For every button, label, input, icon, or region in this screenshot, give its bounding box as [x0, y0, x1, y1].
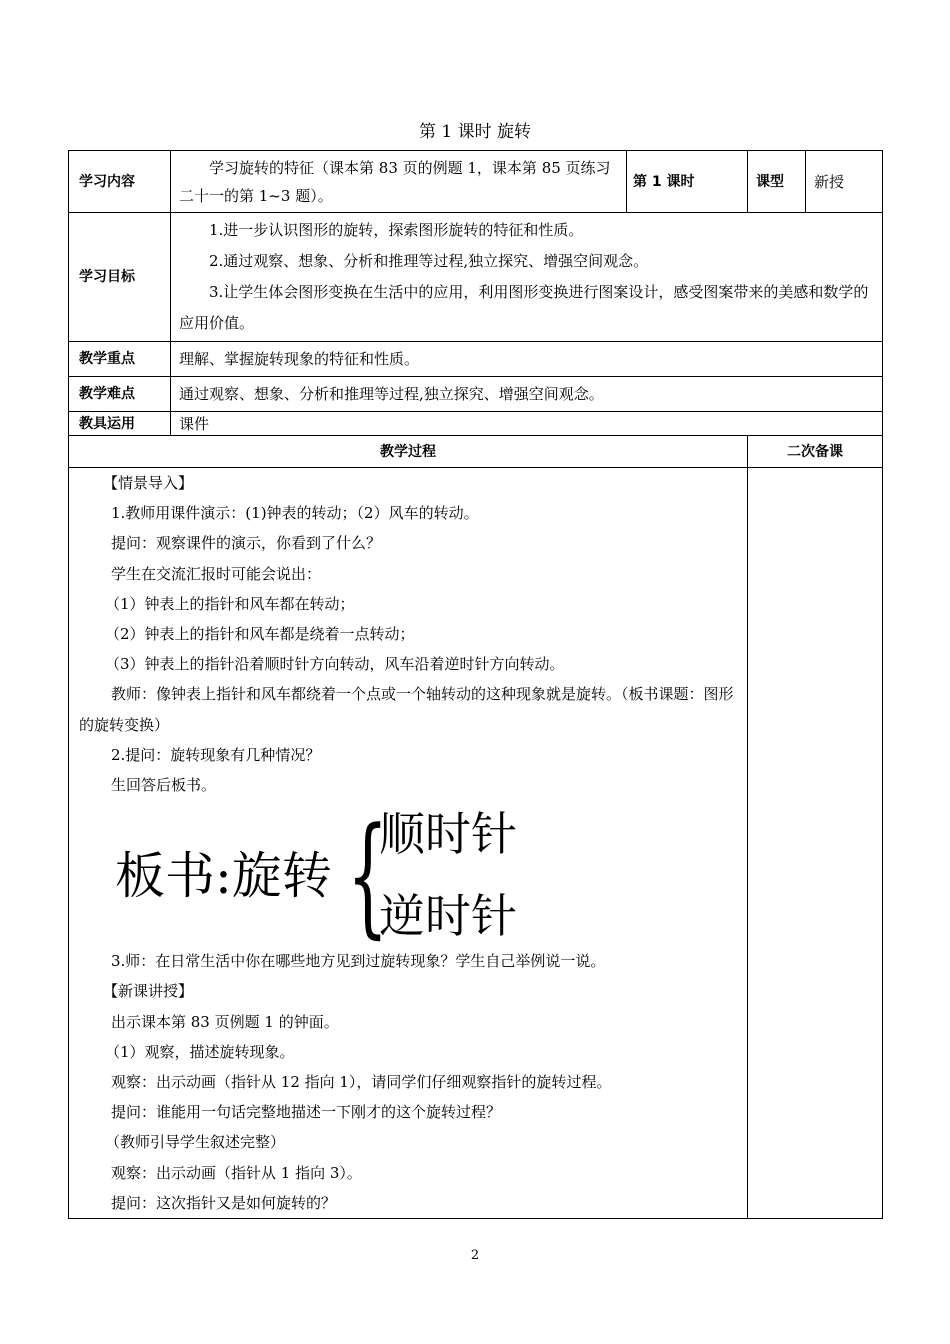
second-prep-header: 二次备课: [748, 436, 883, 468]
process-line: 1.教师用课件演示：(1)钟表的转动；（2）风车的转动。: [111, 504, 479, 523]
board-clockwise: 顺时针: [379, 807, 517, 862]
row-tools: [69, 412, 883, 436]
process-line: （3）钟表上的指针沿着顺时针方向转动，风车沿着逆时针方向转动。: [105, 655, 565, 674]
row-header: [69, 436, 883, 468]
process-body: [69, 468, 748, 1219]
second-prep-cell: [748, 468, 883, 1219]
process-line: 教师：像钟表上指针和风车都绕着一个点或一个轴转动的这种现象就是旋转。（板书课题：图形的旋转变换）: [79, 685, 734, 734]
goal-1: 1.进一步认识图形的旋转，探索图形旋转的特征和性质。: [209, 221, 584, 239]
process-line: 生回答后板书。: [111, 776, 217, 795]
lesson-number: 第 1 课时: [627, 151, 748, 213]
process-line: （1）观察，描述旋转现象。: [105, 1042, 295, 1061]
section-new: 【新课讲授】: [103, 982, 194, 1001]
key-point-text: 理解、掌握旋转现象的特征和性质。: [171, 342, 883, 377]
label-goals: 学习目标: [69, 213, 171, 342]
page-title: 第 1 课时 旋转: [418, 122, 532, 142]
row-goals: [69, 213, 883, 342]
process-line: 观察：出示动画（指针从 1 指向 3）。: [111, 1163, 362, 1182]
label-difficulty: 教学难点: [69, 377, 171, 412]
row-process: [69, 468, 883, 1219]
process-line: 出示课本第 83 页例题 1 的钟面。: [111, 1012, 339, 1031]
lesson-plan-table: [68, 150, 882, 1212]
process-header: 教学过程: [69, 436, 748, 468]
label-content: 学习内容: [69, 151, 171, 213]
board-counterclockwise: 逆时针: [379, 889, 517, 944]
process-line: 3.师：在日常生活中你在哪些地方见到过旋转现象？学生自己举例说一说。: [111, 952, 606, 971]
label-tools: 教具运用: [69, 412, 171, 436]
section-intro: 【情景导入】: [103, 474, 194, 492]
label-key-point: 教学重点: [69, 342, 171, 377]
process-line: 学生在交流汇报时可能会说出：: [111, 564, 322, 583]
board-main: 板书:旋转: [115, 847, 332, 906]
blackboard-writing: [79, 799, 741, 952]
type-label: 课型: [748, 151, 806, 213]
page-number: 2: [470, 1248, 480, 1263]
process-line: （2）钟表上的指针和风车都是绕着一点转动；: [105, 625, 415, 644]
tools-text: 课件: [171, 412, 883, 436]
content-text: 学习旋转的特征（课本第 83 页的例题 1，课本第 85 页练习二十一的第 1~3 题）。: [171, 151, 627, 213]
process-line: 2.提问：旋转现象有几种情况？: [111, 745, 321, 764]
process-line: 提问：观察课件的演示，你看到了什么？: [111, 534, 382, 553]
process-line: （教师引导学生叙述完整）: [105, 1133, 286, 1152]
row-content: [69, 151, 883, 213]
goal-3: 3.让学生体会图形变换在生活中的应用，利用图形变换进行图案设计，感受图案带来的美感和数学的应用价值。: [179, 283, 869, 332]
process-line: 提问：这次指针又是如何旋转的？: [111, 1193, 337, 1212]
row-difficulty: [69, 377, 883, 412]
row-key-point: [69, 342, 883, 377]
goal-2: 2.通过观察、想象、分析和推理等过程,独立探究、增强空间观念。: [209, 252, 649, 270]
type-value: 新授: [806, 151, 883, 213]
process-line: 观察：出示动画（指针从 12 指向 1），请同学们仔细观察指针的旋转过程。: [111, 1073, 612, 1092]
process-line: （1）钟表上的指针和风车都在转动；: [105, 594, 355, 613]
process-line: 提问：谁能用一句话完整地描述一下刚才的这个旋转过程？: [111, 1103, 502, 1122]
brace-icon: {: [347, 799, 389, 952]
difficulty-text: 通过观察、想象、分析和推理等过程,独立探究、增强空间观念。: [171, 377, 883, 412]
